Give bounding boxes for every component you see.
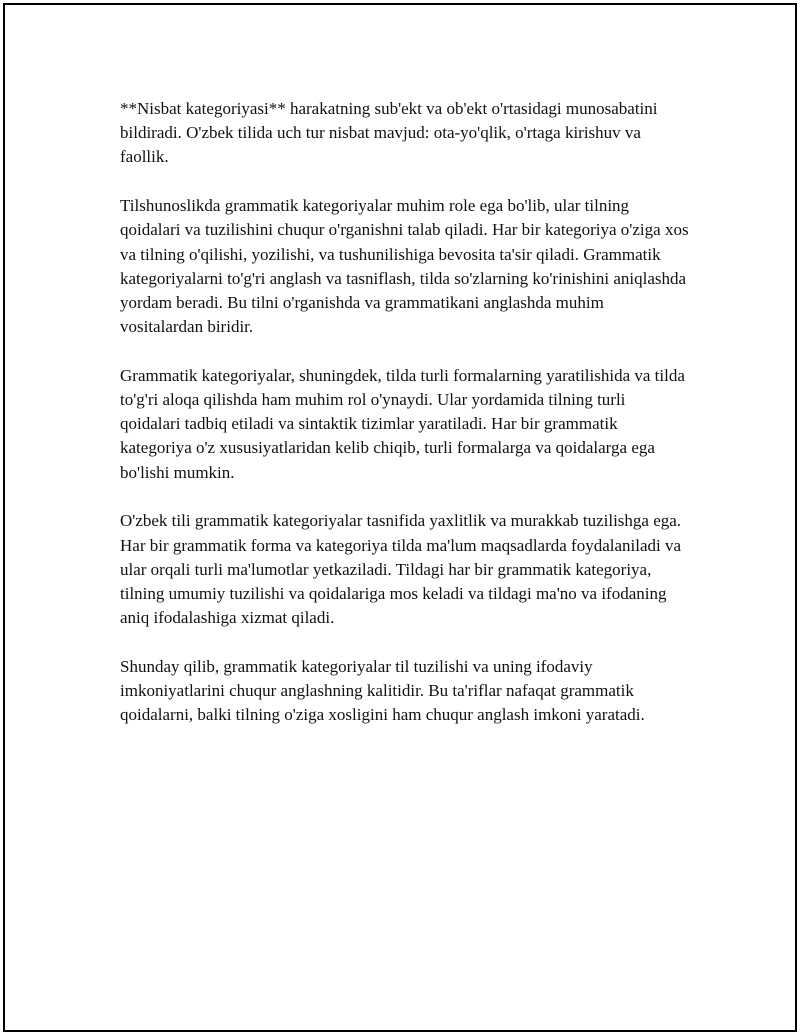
paragraph-ozbek-tili: O'zbek tili grammatik kategoriyalar tasnifida yaxlitlik va murakkab tuzilishga ega. Har bir grammatik forma va kategoriya tilda ma'lum maqsadlarda foydalaniladi va ular orqali turli ma'lumotlar yetkaziladi. Tildagi har bir grammatik kategoriya, tilning umumiy tuzilishi va qoidalariga mos keladi va tildagi ma'no va ifodaning aniq ifodalashiga xizmat qiladi.	[120, 511, 682, 628]
document-body	[120, 97, 690, 752]
paragraph-tilshunoslik: Tilshunoslikda grammatik kategoriyalar muhim role ega bo'lib, ular tilning qoidalari va tuzilishini chuqur o'rganishni talab qiladi. Har bir kategoriya o'ziga xos va tilning o'qilishi, yozilishi, va tushunilishiga bevosita ta'sir qiladi. Grammatik kategoriyalarni to'g'ri anglash va tasniflash, tilda so'zlarning ko'rinishini aniqlashda yordam beradi. Bu tilni o'rganishda va grammatikani anglashda muhim vositalardan biridir.	[120, 196, 689, 337]
document-page	[3, 3, 797, 1032]
paragraph-nisbat-kategoriyasi: **Nisbat kategoriyasi** harakatning sub'ekt va ob'ekt o'rtasidagi munosabatini bildiradi. O'zbek tilida uch tur nisbat mavjud: ota-yo'qlik, o'rtaga kirishuv va faollik.	[120, 99, 658, 167]
paragraph-grammatik-kategoriyalar: Grammatik kategoriyalar, shuningdek, tilda turli formalarning yaratilishida va tilda to'g'ri aloqa qilishda ham muhim rol o'ynaydi. Ular yordamida tilning turli qoidalari tadbiq etiladi va sintaktik tizimlar yaratiladi. Har bir grammatik kategoriya o'z xususiyatlaridan kelib chiqib, turli formalarga va qoidalarga ega bo'lishi mumkin.	[120, 365, 685, 482]
paragraph-xulosa: Shunday qilib, grammatik kategoriyalar til tuzilishi va uning ifodaviy imkoniyatlarini chuqur anglashning kalitidir. Bu ta'riflar nafaqat grammatik qoidalarni, balki tilning o'ziga xosligini ham chuqur anglash imkoni yaratadi.	[120, 656, 645, 725]
